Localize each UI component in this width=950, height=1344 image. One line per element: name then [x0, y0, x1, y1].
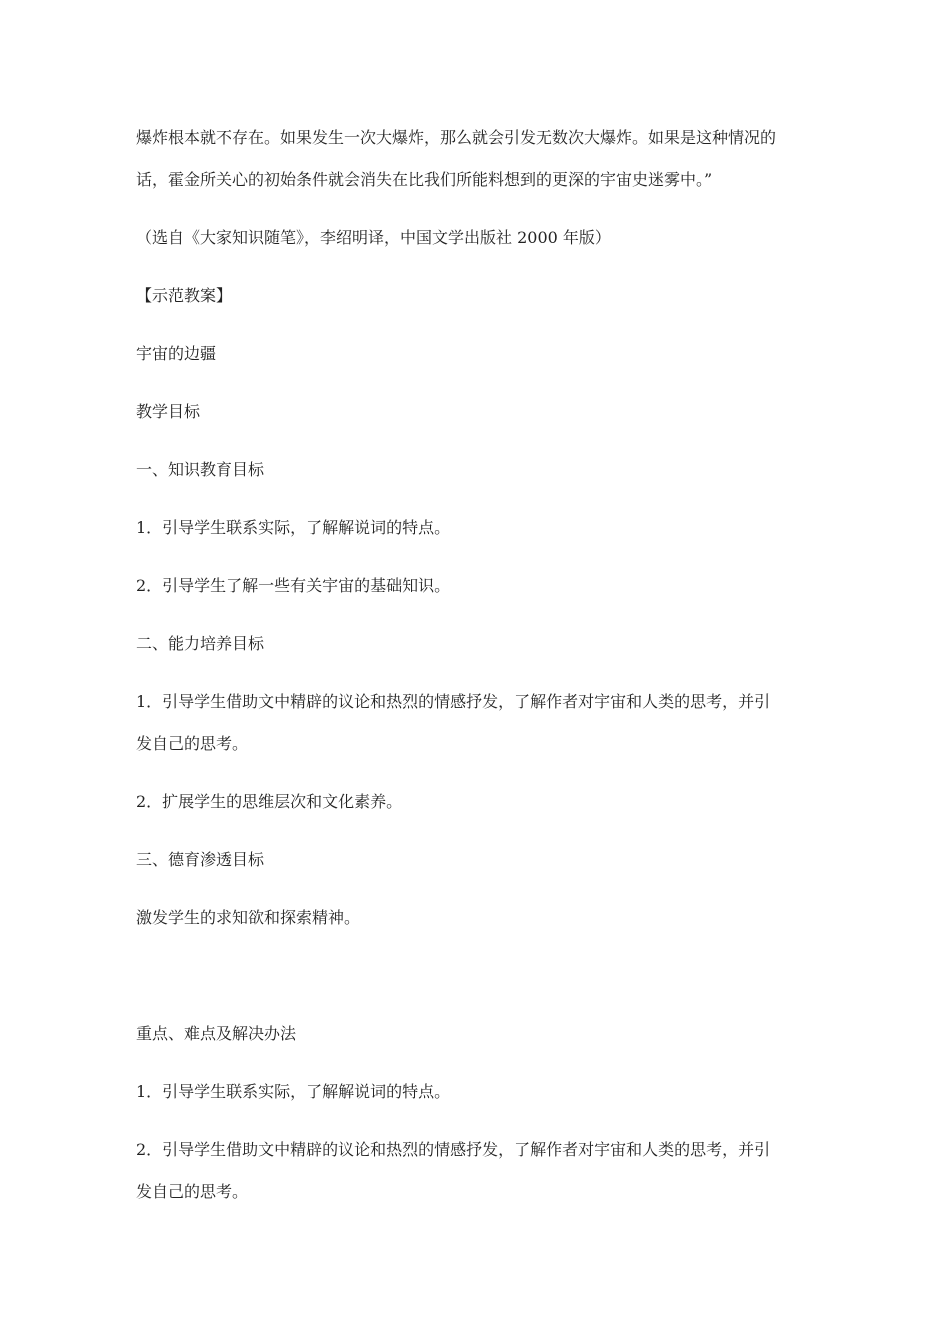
text-line: 爆炸根本就不存在。如果发生一次大爆炸，那么就会引发无数次大爆炸。如果是这种情况的: [136, 128, 777, 147]
subheading: 教学目标: [136, 402, 201, 421]
list-item-continuation: 发自己的思考。: [136, 1182, 249, 1201]
text-line: 话，霍金所关心的初始条件就会消失在比我们所能料想到的更深的宇宙史迷雾中。”: [136, 170, 713, 189]
list-item-continuation: 发自己的思考。: [136, 734, 249, 753]
list-item: 1．引导学生联系实际，了解解说词的特点。: [136, 518, 451, 537]
subheading: 一、知识教育目标: [136, 460, 265, 479]
subheading: 重点、难点及解决办法: [136, 1024, 297, 1043]
list-item: 2．引导学生了解一些有关宇宙的基础知识。: [136, 576, 451, 595]
section-heading: 【示范教案】: [136, 286, 233, 305]
list-item: 2．引导学生借助文中精辟的议论和热烈的情感抒发，了解作者对宇宙和人类的思考，并引: [136, 1140, 771, 1159]
list-item: 1．引导学生联系实际，了解解说词的特点。: [136, 1082, 451, 1101]
subheading: 三、德育渗透目标: [136, 850, 265, 869]
lesson-title: 宇宙的边疆: [136, 344, 217, 363]
citation-line: （选自《大家知识随笔》，李绍明译，中国文学出版社 2000 年版）: [136, 228, 611, 247]
text-line: 激发学生的求知欲和探索精神。: [136, 908, 361, 927]
subheading: 二、能力培养目标: [136, 634, 265, 653]
list-item: 2．扩展学生的思维层次和文化素养。: [136, 792, 403, 811]
list-item: 1．引导学生借助文中精辟的议论和热烈的情感抒发，了解作者对宇宙和人类的思考，并引: [136, 692, 771, 711]
